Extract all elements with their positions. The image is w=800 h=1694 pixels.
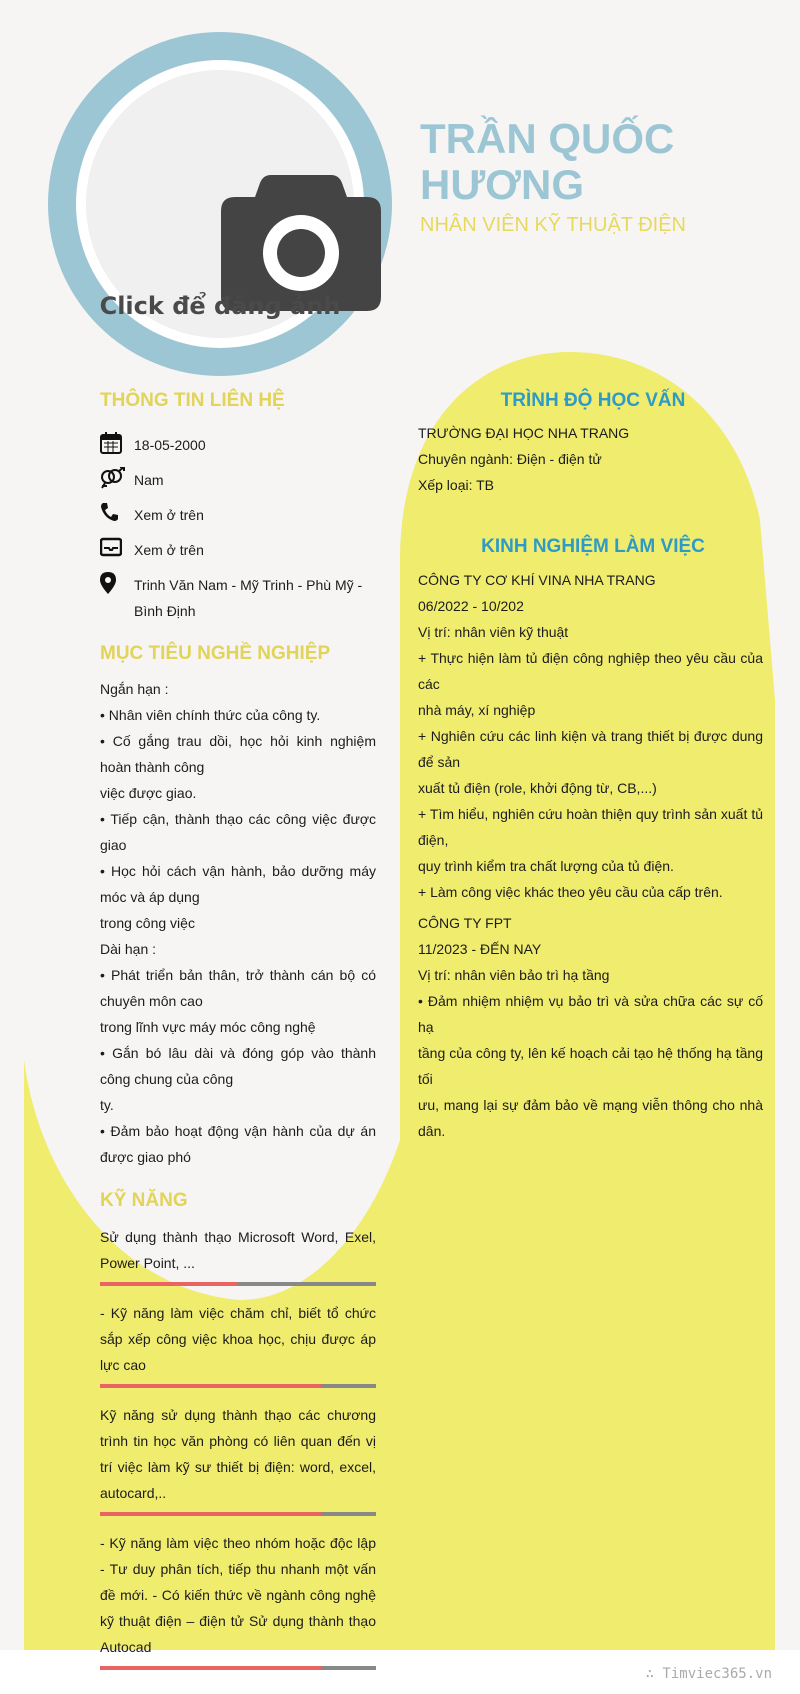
objective-line: • Gắn bó lâu dài và đóng góp vào thành công chung của công — [100, 1045, 376, 1087]
experience-line: + Thực hiện làm tủ điện công nghiệp theo yêu cầu của các — [418, 650, 763, 692]
objective-line: ty. — [100, 1097, 114, 1113]
skill-text: Kỹ năng sử dụng thành thạo các chương trình tin học văn phòng có liên quan đến vị trí việc làm kỹ sư thiết bị điện: word, excel, autocard,.. — [100, 1407, 376, 1501]
experience-line: ưu, mang lại sự đảm bảo về mạng viễn thông cho nhà dân. — [418, 1097, 763, 1139]
skill-bar — [100, 1384, 376, 1388]
contact-gender-text: Nam — [134, 472, 164, 488]
experience-line: + Tìm hiểu, nghiên cứu hoàn thiện quy trình sản xuất tủ điện, — [418, 806, 763, 848]
skill-bar-fill — [100, 1512, 321, 1516]
objective-line: trong lĩnh vực máy móc công nghệ — [100, 1019, 316, 1035]
skill-text: - Kỹ năng làm việc theo nhóm hoặc độc lập - Tư duy phân tích, tiếp thu nhanh một vấn đề mới. - Có kiến thức về ngành công nghệ kỹ thuật điện – điện tử Sử dụng thành thạo Autocad — [100, 1535, 376, 1655]
objective-heading: MỤC TIÊU NGHỀ NGHIỆP — [100, 643, 331, 664]
objective-line: việc được giao. — [100, 785, 197, 801]
objective-line: • Tiếp cận, thành thạo các công việc được giao — [100, 811, 376, 853]
skill-text: - Kỹ năng làm việc chăm chỉ, biết tổ chức sắp xếp công việc khoa học, chịu được áp lực cao — [100, 1305, 376, 1373]
skill-bar-fill — [100, 1384, 321, 1388]
name-line-1: TRẦN QUỐC — [420, 115, 675, 162]
experience-line: Vị trí: nhân viên bảo trì hạ tầng — [418, 967, 610, 983]
skill-bar — [100, 1666, 376, 1670]
skill-bar-fill — [100, 1666, 321, 1670]
experience-heading: KINH NGHIỆM LÀM VIỆC — [481, 536, 705, 557]
objective-line: Dài hạn : — [100, 941, 157, 957]
experience-line: Vị trí: nhân viên kỹ thuật — [418, 624, 569, 640]
contact-birthday-text: 18-05-2000 — [134, 437, 206, 453]
avatar[interactable] — [48, 32, 392, 376]
contact-phone — [100, 502, 390, 537]
contact-list — [100, 432, 390, 624]
experience-line: 11/2023 - ĐẾN NAY — [418, 941, 542, 957]
phone-icon — [100, 502, 118, 522]
candidate-name — [420, 116, 780, 208]
education-line: TRƯỜNG ĐẠI HỌC NHA TRANG — [418, 425, 630, 441]
objective-line: • Cố gắng trau dồi, học hỏi kinh nghiệm hoàn thành công — [100, 733, 376, 775]
objective-line: • Đảm bảo hoạt động vận hành của dự án được giao phó — [100, 1123, 376, 1165]
avatar-upload-label: Click để đăng ảnh — [99, 292, 341, 320]
education-heading: TRÌNH ĐỘ HỌC VẤN — [500, 390, 686, 411]
camera-icon — [221, 175, 381, 311]
skill-item — [100, 1402, 376, 1516]
skill-item — [100, 1530, 376, 1670]
skill-text: Sử dụng thành thạo Microsoft Word, Exel, Power Point, ... — [100, 1229, 376, 1271]
contact-birthday — [100, 432, 390, 467]
skill-bar-fill — [100, 1282, 238, 1286]
experience-line: CÔNG TY CƠ KHÍ VINA NHA TRANG — [418, 572, 656, 588]
contact-email — [100, 537, 390, 572]
contact-gender — [100, 467, 390, 502]
experience-line: xuất tủ điện (role, khởi động từ, CB,...) — [418, 780, 657, 796]
objective-line: • Phát triển bản thân, trở thành cán bộ có chuyên môn cao — [100, 967, 376, 1009]
watermark: ∴ Timviec365.vn — [645, 1666, 772, 1682]
experience-line: CÔNG TY FPT — [418, 915, 512, 931]
education-text — [418, 420, 763, 498]
skill-item — [100, 1224, 376, 1286]
experience-line: 06/2022 - 10/202 — [418, 598, 524, 614]
education-line: Chuyên ngành: Điện - điện tử — [418, 451, 602, 467]
education-line: Xếp loại: TB — [418, 477, 495, 493]
experience-line: + Nghiên cứu các linh kiện và trang thiết bị được dung để sản — [418, 728, 763, 770]
objective-line: Ngắn hạn : — [100, 681, 169, 697]
objective-line: • Nhân viên chính thức của công ty. — [100, 707, 321, 723]
skill-bar — [100, 1512, 376, 1516]
skills-heading: KỸ NĂNG — [100, 1190, 188, 1211]
skills-list — [100, 1224, 376, 1684]
experience-line: + Làm công việc khác theo yêu cầu của cấp trên. — [418, 884, 723, 900]
name-line-2: HƯƠNG — [420, 161, 585, 208]
objective-line: trong công việc — [100, 915, 195, 931]
contact-heading: THÔNG TIN LIÊN HỆ — [100, 390, 285, 411]
contact-email-text: Xem ở trên — [134, 542, 204, 558]
skill-item — [100, 1300, 376, 1388]
skill-bar — [100, 1282, 376, 1286]
avatar-ring — [76, 60, 364, 348]
job-title: NHÂN VIÊN KỸ THUẬT ĐIỆN — [420, 214, 686, 236]
experience-job-2 — [418, 910, 763, 1144]
objective-text — [100, 676, 376, 1170]
experience-line: quy trình kiểm tra chất lượng của tủ điện. — [418, 858, 674, 874]
contact-phone-text: Xem ở trên — [134, 507, 204, 523]
location-icon — [100, 572, 116, 594]
experience-line: • Đảm nhiệm nhiệm vụ bảo trì và sửa chữa các sự cố hạ — [418, 993, 763, 1035]
gender-icon — [100, 467, 126, 489]
calendar-icon — [100, 432, 122, 454]
experience-line: nhà máy, xí nghiệp — [418, 702, 536, 718]
experience-job-1 — [418, 567, 763, 905]
contact-address-text: Trinh Văn Nam - Mỹ Trinh - Phù Mỹ - Bình Định — [134, 577, 363, 619]
email-icon — [100, 537, 122, 557]
contact-address — [100, 572, 390, 624]
avatar-upload-area[interactable] — [86, 70, 354, 338]
objective-line: • Học hỏi cách vận hành, bảo dưỡng máy móc và áp dụng — [100, 863, 376, 905]
experience-line: tầng của công ty, lên kế hoạch cải tạo hệ thống hạ tầng tối — [418, 1045, 763, 1087]
